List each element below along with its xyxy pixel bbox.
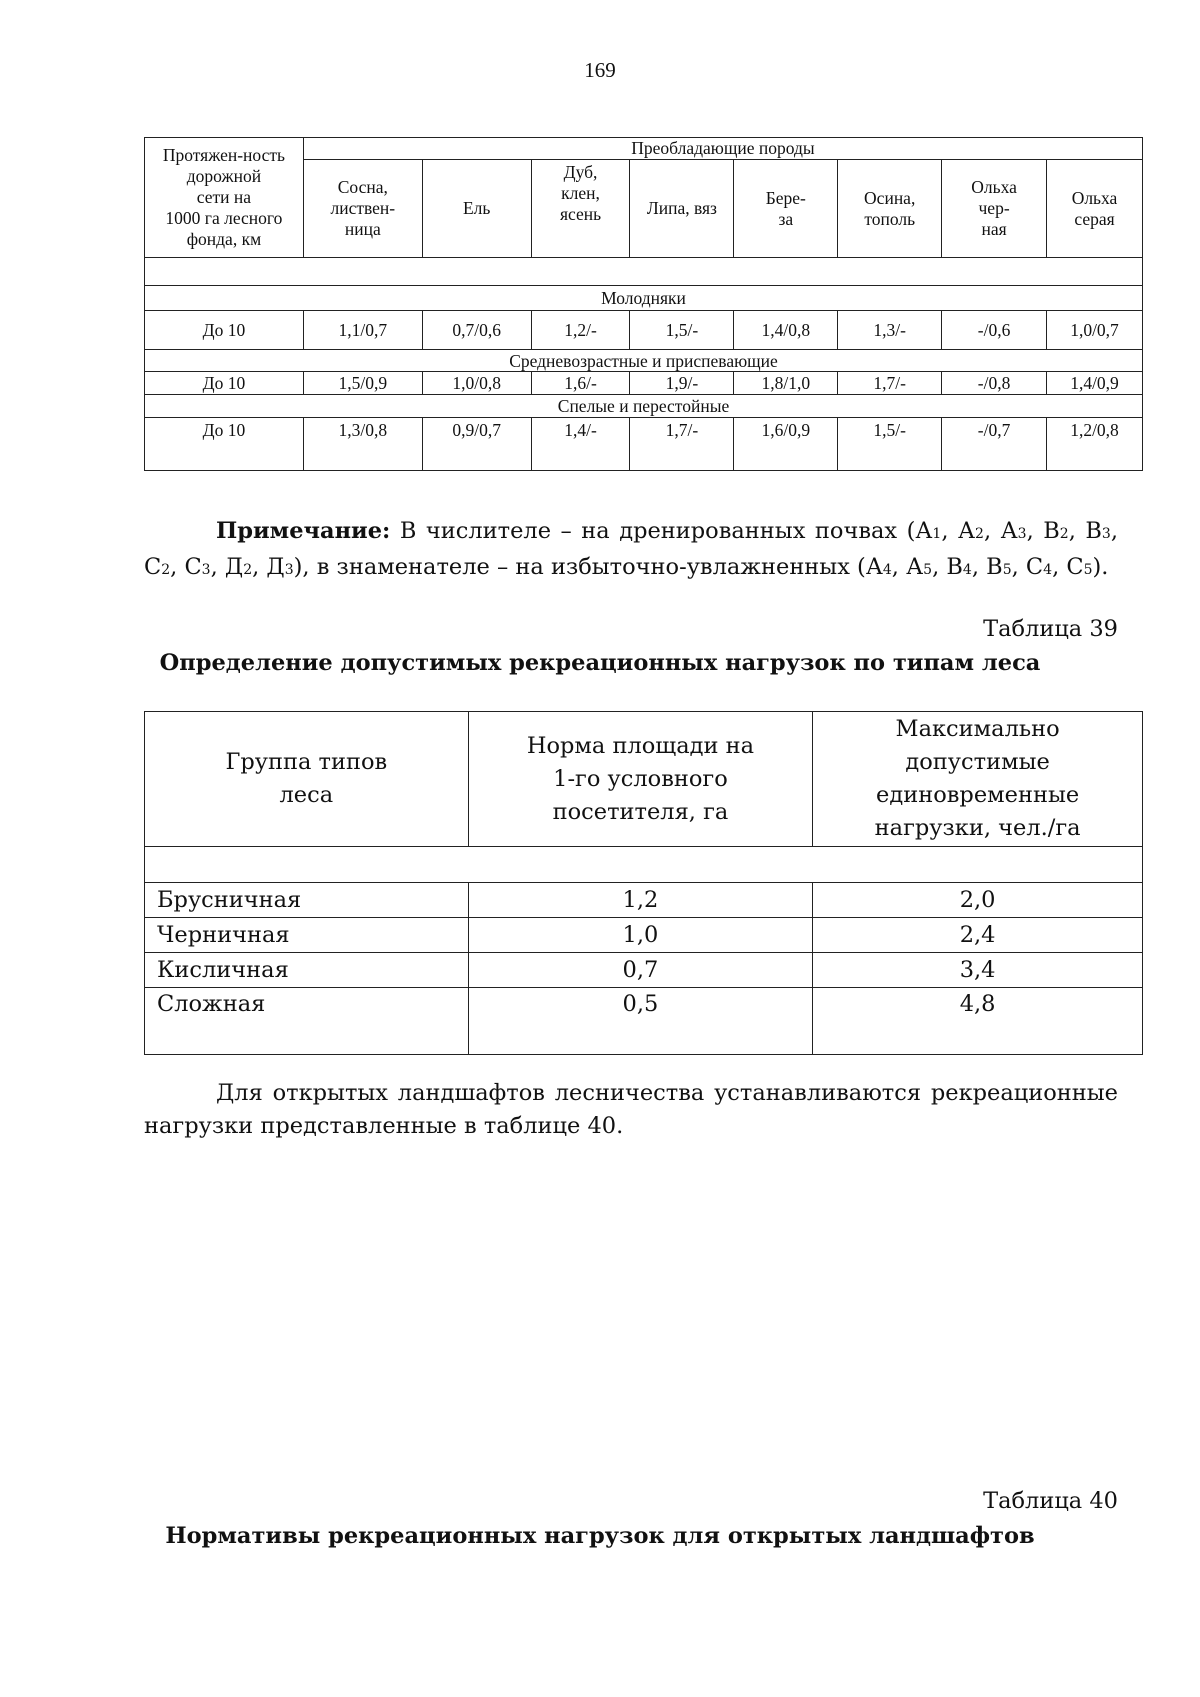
forest-type: Брусничная	[145, 883, 469, 918]
recreational-load-table	[144, 711, 1143, 1055]
corner-header-line: сети на	[196, 187, 252, 207]
species-header	[303, 160, 422, 258]
section-title: Молодняки	[145, 286, 1143, 311]
norm-value: 0,5	[468, 988, 813, 1055]
value-cell: 1,0/0,7	[1047, 311, 1143, 350]
value-cell: 1,5/-	[630, 311, 734, 350]
species-line: чер-	[978, 198, 1010, 218]
note-subscript: 3	[1017, 526, 1027, 542]
column-header	[468, 712, 813, 847]
max-load-value: 4,8	[813, 988, 1143, 1055]
empty-row	[145, 258, 1143, 286]
species-line: серая	[1074, 208, 1115, 229]
value-cell: -/0,6	[942, 311, 1047, 350]
header-line: Максимально	[895, 716, 1060, 742]
max-load-value: 2,4	[813, 918, 1143, 953]
corner-header-line: фонда, км	[186, 229, 262, 249]
value-cell: 1,4/-	[531, 418, 630, 471]
header-line: Группа типов	[225, 749, 388, 775]
note-text: , Д	[252, 554, 285, 580]
value-cell: 1,3/-	[838, 311, 942, 350]
note-subscript: 5	[1083, 562, 1093, 578]
empty-row	[145, 847, 1143, 883]
note-text: В числителе – на дренированных почвах (А	[390, 518, 933, 544]
header-line: нагрузки, чел./га	[874, 815, 1081, 841]
paragraph-text: Для открытых ландшафтов лесничества устанавливаются рекреационные нагрузки представленные в таблице 40.	[144, 1080, 1118, 1139]
table-title: Нормативы рекреационных нагрузок для открытых ландшафтов	[165, 1523, 1035, 1549]
note-label: Примечание:	[216, 518, 391, 544]
note-subscript: 4	[962, 562, 972, 578]
note-text: ), в знаменателе – на избыточно-увлажненных (А	[293, 554, 883, 580]
norm-value: 1,0	[468, 918, 813, 953]
species-header	[1047, 160, 1143, 258]
note-text: , С	[170, 554, 202, 580]
note-subscript: 3	[284, 562, 294, 578]
table-number: Таблица 40	[983, 1488, 1118, 1514]
species-line: ная	[981, 219, 1007, 239]
note-text: , Д	[210, 554, 244, 580]
species-line: Ольха	[1071, 187, 1118, 208]
species-line: Осина,	[864, 187, 916, 208]
table-number: Таблица 39	[983, 616, 1118, 642]
max-load-value: 2,0	[813, 883, 1143, 918]
value-cell: 1,5/0,9	[303, 372, 422, 395]
body-paragraph	[144, 1077, 1118, 1143]
species-line: Липа, вяз	[646, 198, 717, 218]
forest-type: Черничная	[145, 918, 469, 953]
table-row	[145, 953, 1143, 988]
species-header	[630, 160, 734, 258]
section-title: Спелые и перестойные	[145, 395, 1143, 418]
value-cell: 1,2/-	[531, 311, 630, 350]
value-cell: 1,1/0,7	[303, 311, 422, 350]
value-cell: 1,0/0,8	[422, 372, 531, 395]
note-text: , А	[983, 518, 1018, 544]
note-text: , А	[941, 518, 976, 544]
value-cell: 1,8/1,0	[734, 372, 838, 395]
note-subscript: 3	[1101, 526, 1111, 542]
species-line: Сосна,	[337, 177, 388, 197]
species-line: ясень	[559, 204, 602, 224]
note-subscript: 1	[932, 526, 942, 542]
row-label: До 10	[145, 418, 304, 471]
value-cell: 1,9/-	[630, 372, 734, 395]
value-cell: 1,7/-	[838, 372, 942, 395]
note-subscript: 2	[975, 526, 984, 542]
note-subscript: 3	[201, 562, 211, 578]
max-load-value: 3,4	[813, 953, 1143, 988]
note-text: , В	[1068, 518, 1102, 544]
species-line: Ель	[462, 198, 491, 218]
species-header	[838, 160, 942, 258]
header-line: Норма площади на	[526, 732, 755, 759]
species-line: Ольха	[971, 177, 1017, 197]
page-number: 169	[584, 58, 616, 82]
value-cell: 1,3/0,8	[303, 418, 422, 471]
norm-value: 1,2	[468, 883, 813, 918]
note-text: , С	[1052, 554, 1084, 580]
column-header	[145, 712, 469, 847]
empty-cell	[145, 847, 1143, 883]
column-header	[813, 712, 1143, 847]
corner-header-line: 1000 га лесного	[165, 208, 283, 228]
table-note	[144, 515, 1118, 587]
note-text: ).	[1092, 554, 1109, 580]
species-line: тополь	[864, 208, 916, 229]
species-line: ница	[344, 219, 381, 239]
note-text: , В	[932, 554, 963, 580]
header-line: леса	[279, 782, 334, 808]
road-density-table	[144, 137, 1143, 471]
norm-value: 0,7	[468, 953, 813, 988]
note-subscript: 5	[923, 562, 933, 578]
species-header	[942, 160, 1047, 258]
header-line: 1-го условного	[553, 765, 728, 792]
note-text: , В	[971, 554, 1003, 580]
value-cell: 1,4/0,9	[1047, 372, 1143, 395]
row-label: До 10	[145, 311, 304, 350]
species-line: клен,	[561, 183, 600, 203]
value-cell: 1,4/0,8	[734, 311, 838, 350]
species-line: Дуб,	[563, 162, 598, 182]
forest-type: Сложная	[145, 988, 469, 1055]
value-cell: 1,2/0,8	[1047, 418, 1143, 471]
header-line: допустимые	[905, 749, 1050, 775]
table-row	[145, 372, 1143, 395]
corner-header-line: Протяжен-ность	[162, 145, 285, 165]
value-cell: 1,6/-	[531, 372, 630, 395]
table-row	[145, 883, 1143, 918]
table-row	[145, 311, 1143, 350]
value-cell: 0,7/0,6	[422, 311, 531, 350]
header-line: единовременные	[876, 782, 1080, 808]
value-cell: -/0,7	[942, 418, 1047, 471]
table-row	[145, 418, 1143, 471]
section-title: Средневозрастные и приспевающие	[145, 350, 1143, 372]
note-subscript: 2	[1059, 526, 1069, 542]
table-row	[145, 918, 1143, 953]
species-line: Бере-	[765, 187, 806, 208]
species-header	[422, 160, 531, 258]
empty-cell	[145, 258, 1143, 286]
note-subscript: 5	[1002, 562, 1012, 578]
value-cell: 1,6/0,9	[734, 418, 838, 471]
note-text: , С	[144, 518, 1118, 580]
species-header	[531, 160, 630, 258]
table-title: Определение допустимых рекреационных нагрузок по типам леса	[159, 650, 1041, 676]
section-row	[145, 395, 1143, 418]
value-cell: 0,9/0,7	[422, 418, 531, 471]
note-subscript: 4	[1043, 562, 1053, 578]
note-subscript: 2	[161, 562, 171, 578]
value-cell: 1,7/-	[630, 418, 734, 471]
header-line: посетителя, га	[552, 798, 729, 825]
corner-header-cell	[145, 138, 304, 258]
species-line: за	[778, 208, 794, 229]
note-text: , С	[1011, 554, 1044, 580]
section-row	[145, 286, 1143, 311]
value-cell: 1,5/-	[838, 418, 942, 471]
note-subscript: 4	[882, 562, 892, 578]
forest-type: Кисличная	[145, 953, 469, 988]
note-subscript: 2	[243, 562, 253, 578]
row-label: До 10	[145, 372, 304, 395]
note-text: , В	[1026, 518, 1060, 544]
group-header: Преобладающие породы	[303, 138, 1142, 160]
corner-header-line: дорожной	[186, 166, 262, 186]
species-line: листвен-	[330, 198, 396, 218]
value-cell: -/0,8	[942, 372, 1047, 395]
note-text: , А	[891, 554, 924, 580]
table-row	[145, 988, 1143, 1055]
species-header	[734, 160, 838, 258]
section-row	[145, 350, 1143, 372]
